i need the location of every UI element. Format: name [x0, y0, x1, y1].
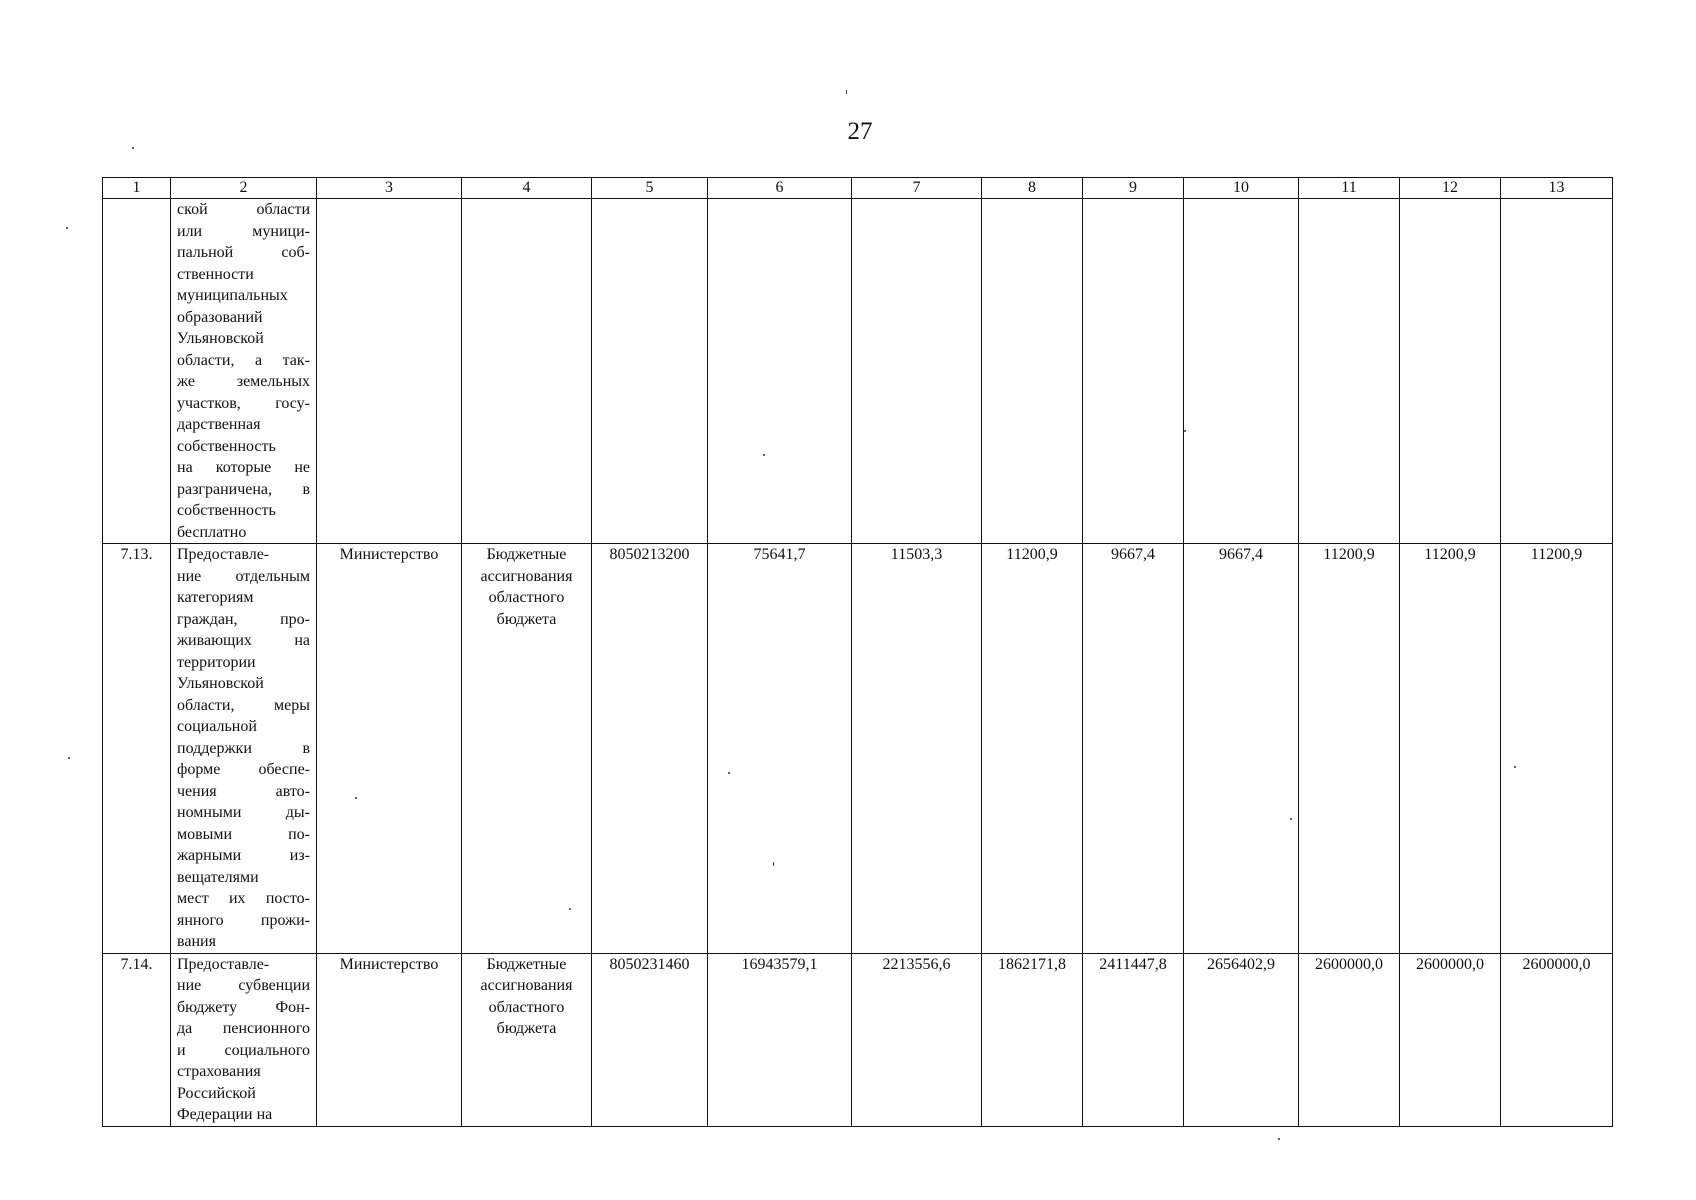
description-line: номными ды- [177, 804, 310, 821]
amount-cell-12: 11200,9 [1400, 544, 1501, 954]
amount-cell-7: 2213556,6 [852, 953, 982, 1126]
scan-speck [1514, 766, 1516, 768]
scan-speck [1184, 430, 1186, 432]
description-line: да пенсионного [177, 1020, 310, 1037]
description-line: живающих на [177, 632, 310, 649]
budget-code-cell [592, 199, 708, 544]
column-header-1: 1 [103, 178, 171, 199]
description-line: мест их посто- [177, 890, 310, 907]
amount-cell-12 [1400, 199, 1501, 544]
amount-cell-13: 2600000,0 [1501, 953, 1613, 1126]
row-number-cell: 7.13. [103, 544, 171, 954]
description-line: территории [177, 653, 256, 671]
scan-speck [1290, 818, 1292, 820]
budget-code-cell: 8050231460 [592, 953, 708, 1126]
amount-cell-9: 2411447,8 [1083, 953, 1184, 1126]
description-cell [171, 544, 317, 954]
funding-source-line: Бюджетные [486, 546, 567, 563]
description-line: бесплатно [177, 523, 247, 541]
funding-source-cell [462, 199, 592, 544]
description-line: ние субвенции [177, 977, 310, 994]
funding-source-line: ассигнования [480, 977, 573, 994]
column-header-10: 10 [1184, 178, 1299, 199]
scan-speck [763, 454, 765, 456]
funding-source-line: ассигнования [480, 567, 573, 585]
table-row [103, 953, 1613, 1126]
description-line: бюджету Фон- [177, 998, 310, 1016]
scan-speck [132, 147, 134, 149]
column-header-8: 8 [982, 178, 1083, 199]
description-line: Предоставле- [177, 546, 270, 563]
description-line: мовыми по- [177, 825, 310, 843]
description-line: янного прожи- [177, 911, 310, 929]
amount-cell-8: 11200,9 [982, 544, 1083, 954]
description-line: образований [177, 308, 263, 326]
description-line: Федерации на [177, 1106, 273, 1123]
description-line: поддержки в [177, 739, 310, 757]
table-row [103, 544, 1613, 954]
amount-cell-6: 16943579,1 [708, 953, 852, 1126]
amount-cell-10: 9667,4 [1184, 544, 1299, 954]
table-row [103, 199, 1613, 544]
row-number-cell [103, 199, 171, 544]
description-line: области, меры [177, 696, 310, 714]
amount-cell-9: 9667,4 [1083, 544, 1184, 954]
column-header-12: 12 [1400, 178, 1501, 199]
description-line: дарственная [177, 416, 261, 433]
budget-table [102, 177, 1613, 1127]
description-cell [171, 953, 317, 1126]
amount-cell-13: 11200,9 [1501, 544, 1613, 954]
amount-cell-6 [708, 199, 852, 544]
table-body [103, 199, 1613, 1127]
amount-cell-12: 2600000,0 [1400, 953, 1501, 1126]
amount-cell-11: 11200,9 [1299, 544, 1400, 954]
description-line: собственность [177, 437, 276, 455]
amount-cell-11: 2600000,0 [1299, 953, 1400, 1126]
description-line: муниципальных [177, 287, 288, 304]
executor-cell [317, 199, 462, 544]
amount-cell-7: 11503,3 [852, 544, 982, 954]
column-header-4: 4 [462, 178, 592, 199]
column-header-7: 7 [852, 178, 982, 199]
description-line: участков, госу- [177, 394, 310, 412]
scan-speck [846, 90, 847, 94]
amount-cell-9 [1083, 199, 1184, 544]
column-header-11: 11 [1299, 178, 1400, 199]
executor-cell: Министерство [317, 953, 462, 1126]
funding-source-line: Бюджетные [486, 955, 567, 973]
description-line: пальной соб- [177, 244, 310, 261]
funding-source-line: бюджета [496, 610, 557, 628]
description-line: разграничена, в [177, 480, 310, 498]
amount-cell-10: 2656402,9 [1184, 953, 1299, 1126]
amount-cell-11 [1299, 199, 1400, 544]
column-header-5: 5 [592, 178, 708, 199]
amount-cell-6: 75641,7 [708, 544, 852, 954]
executor-cell: Министерство [317, 544, 462, 954]
scan-speck [1278, 1138, 1280, 1140]
description-line: области, а так- [177, 351, 310, 369]
scan-speck [773, 862, 774, 866]
description-line: чения авто- [177, 782, 310, 800]
description-line: социальной [177, 718, 257, 735]
description-line: категориям [177, 589, 254, 606]
description-line: и социального [177, 1041, 310, 1059]
column-header-2: 2 [171, 178, 317, 199]
amount-cell-8: 1862171,8 [982, 953, 1083, 1126]
description-cell [171, 199, 317, 544]
funding-source-cell [462, 953, 592, 1126]
page-number: 27 [847, 118, 873, 145]
scan-speck [355, 797, 357, 799]
description-line: или муници- [177, 222, 310, 240]
description-line: граждан, про- [177, 610, 310, 628]
description-line: ние отдельным [177, 567, 310, 585]
description-line: Российской [177, 1084, 256, 1102]
column-header-13: 13 [1501, 178, 1613, 199]
amount-cell-13 [1501, 199, 1613, 544]
column-header-9: 9 [1083, 178, 1184, 199]
description-line: собственность [177, 502, 276, 519]
description-line: Ульяновской [177, 675, 264, 692]
header-row [103, 178, 1613, 199]
amount-cell-10 [1184, 199, 1299, 544]
scan-speck [68, 757, 70, 759]
description-line: Ульяновской [177, 330, 264, 347]
row-number-cell: 7.14. [103, 953, 171, 1126]
funding-source-line: бюджета [496, 1020, 557, 1037]
funding-source-cell [462, 544, 592, 954]
description-line: Предоставле- [177, 955, 270, 973]
description-line: на которые не [177, 459, 310, 476]
funding-source-line: областного [488, 589, 565, 606]
column-header-6: 6 [708, 178, 852, 199]
scan-speck [66, 227, 68, 229]
description-line: вещателями [177, 868, 259, 886]
scan-speck [569, 908, 571, 910]
description-line: страхования [177, 1063, 261, 1080]
description-line: ственности [177, 265, 254, 283]
column-header-3: 3 [317, 178, 462, 199]
description-line: ской области [177, 201, 310, 218]
description-line: жарными из- [177, 847, 310, 864]
description-line: вания [177, 933, 216, 950]
description-line: же земельных [177, 373, 310, 390]
description-line: форме обеспе- [177, 761, 310, 778]
amount-cell-8 [982, 199, 1083, 544]
funding-source-line: областного [488, 998, 565, 1016]
scan-speck [728, 772, 730, 774]
amount-cell-7 [852, 199, 982, 544]
budget-code-cell: 8050213200 [592, 544, 708, 954]
table-header [103, 178, 1613, 199]
